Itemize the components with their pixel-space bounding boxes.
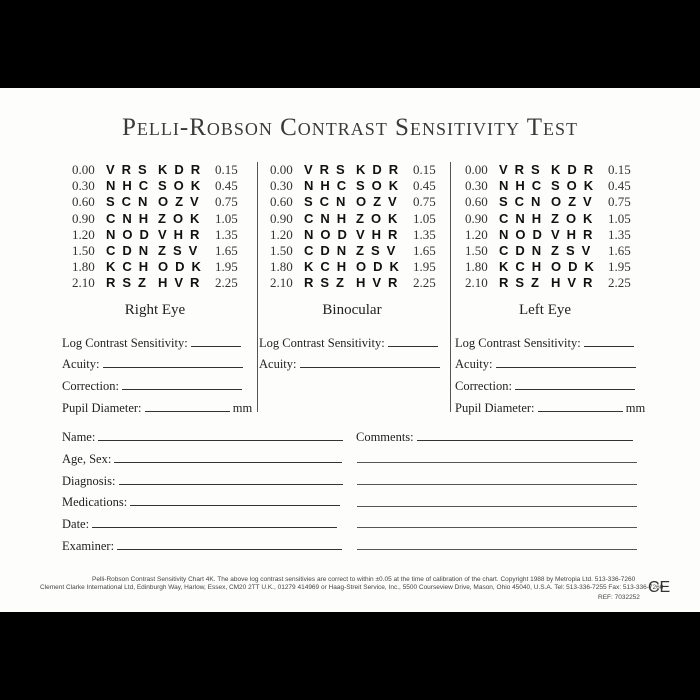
footer-ref: REF: 7032252 xyxy=(598,594,640,601)
letter-row xyxy=(260,243,450,259)
field-diagnosis[interactable] xyxy=(62,474,343,489)
panel-heading-left-eye: Left Eye xyxy=(518,302,572,318)
log-value-left: 1.20 xyxy=(270,226,293,242)
field-label: Examiner: xyxy=(62,539,115,553)
field-line[interactable] xyxy=(515,388,635,390)
letter-triplet: NHC xyxy=(499,178,549,194)
letter-triplet: NOD xyxy=(499,226,549,242)
field-examiner[interactable] xyxy=(62,539,342,554)
field-label: Pupil Diameter: xyxy=(62,401,142,415)
log-value-left: 2.10 xyxy=(72,275,95,291)
log-value-right: 2.25 xyxy=(413,275,436,291)
field-line[interactable] xyxy=(114,461,342,463)
letter-triplet: ZOK xyxy=(356,210,405,226)
field-label: Log Contrast Sensitivity: xyxy=(62,336,188,350)
log-value-right: 1.35 xyxy=(608,226,631,242)
field-line[interactable] xyxy=(538,410,623,412)
log-value-right: 1.65 xyxy=(608,242,631,258)
field-label: Correction: xyxy=(62,379,119,393)
log-value-left: 0.30 xyxy=(72,178,95,194)
comment-line-4[interactable] xyxy=(357,506,637,507)
field-line[interactable] xyxy=(496,366,636,368)
letter-triplet: NOD xyxy=(304,226,354,242)
log-value-right: 0.75 xyxy=(413,194,436,210)
letter-row xyxy=(62,211,252,227)
unit-label: mm xyxy=(625,401,646,415)
letter-row xyxy=(62,178,252,194)
letter-triplet: OZV xyxy=(356,194,404,210)
letter-triplet: CNH xyxy=(304,210,354,226)
log-value-left: 1.50 xyxy=(72,242,95,258)
log-value-right: 1.05 xyxy=(215,210,238,226)
comment-line-2[interactable] xyxy=(357,462,637,463)
letter-rows xyxy=(62,162,252,292)
log-value-left: 1.20 xyxy=(72,226,95,242)
log-value-right: 2.25 xyxy=(608,275,631,291)
footer-address: Clement Clarke International Ltd, Edinburgh Way, Harlow, Essex, CM20 2TT U.K., 01279 414969 or Haag-Streit Service, Inc., 5500 Courseview Drive, Mason, Ohio 45040, U.S.A. Tel: 513-336-7255 Fax: 513-336-7260 xyxy=(40,584,664,591)
log-value-right: 1.05 xyxy=(413,210,436,226)
field-label: Correction: xyxy=(455,379,512,393)
field-log-contrast-left[interactable] xyxy=(455,336,634,351)
log-value-left: 2.10 xyxy=(465,275,488,291)
letter-row xyxy=(260,194,450,210)
log-value-right: 0.75 xyxy=(215,194,238,210)
field-comments[interactable] xyxy=(356,430,633,445)
field-pupil-left[interactable] xyxy=(455,401,645,416)
letter-triplet: VRS xyxy=(304,162,352,177)
log-value-left: 0.60 xyxy=(270,194,293,210)
log-value-left: 0.00 xyxy=(72,162,95,177)
log-value-left: 0.30 xyxy=(270,178,293,194)
letter-row xyxy=(455,243,645,259)
letter-triplet: ZSV xyxy=(356,242,403,258)
log-value-left: 1.50 xyxy=(270,242,293,258)
letter-triplet: VHR xyxy=(158,226,207,242)
letter-triplet: SOK xyxy=(356,178,406,194)
letter-triplet: ZSV xyxy=(158,242,205,258)
letter-triplet: VRS xyxy=(499,162,547,177)
panel-right-eye xyxy=(62,162,252,292)
field-line[interactable] xyxy=(92,526,337,528)
letter-triplet: ZSV xyxy=(551,242,598,258)
letter-triplet: RSZ xyxy=(499,275,546,291)
letter-triplet: HVR xyxy=(551,275,600,291)
field-label: Log Contrast Sensitivity: xyxy=(259,336,385,350)
field-line[interactable] xyxy=(98,439,343,441)
letter-triplet: KDR xyxy=(356,162,406,177)
letter-triplet: SCN xyxy=(499,194,548,210)
letter-triplet: ODK xyxy=(551,259,601,275)
unit-label: mm xyxy=(232,401,253,415)
field-medications[interactable] xyxy=(62,495,340,510)
letter-triplet: CDN xyxy=(499,242,549,258)
chart-card xyxy=(0,88,700,612)
comment-line-6[interactable] xyxy=(357,549,637,550)
letter-triplet: OZV xyxy=(551,194,599,210)
letter-triplet: OZV xyxy=(158,194,206,210)
letter-row xyxy=(455,162,645,178)
letter-triplet: SOK xyxy=(551,178,601,194)
letter-triplet: ZOK xyxy=(551,210,600,226)
log-value-left: 0.60 xyxy=(465,194,488,210)
footer-copyright: Pelli-Robson Contrast Sensitivity Chart 4K. The above log contrast sensitivies are correct to within ±0.05 at the time of calibration of the chart. Copyright 1988 by Metropia Ltd. 513-336-7260 xyxy=(92,576,636,583)
letter-triplet: KDR xyxy=(158,162,208,177)
page-title: Pelli-Robson Contrast Sensitivity Test xyxy=(121,114,579,141)
field-line[interactable] xyxy=(130,504,340,506)
field-label: Name: xyxy=(62,430,96,444)
letter-triplet: ODK xyxy=(356,259,406,275)
comment-line-5[interactable] xyxy=(357,527,637,528)
letter-triplet: NHC xyxy=(106,178,156,194)
log-value-left: 1.50 xyxy=(465,242,488,258)
letter-rows xyxy=(455,162,645,292)
log-value-left: 0.00 xyxy=(270,162,293,177)
letter-row xyxy=(260,259,450,275)
letter-row xyxy=(260,211,450,227)
letter-row xyxy=(455,211,645,227)
log-value-left: 1.20 xyxy=(465,226,488,242)
field-log-contrast-right[interactable] xyxy=(62,336,241,351)
log-value-left: 1.80 xyxy=(270,259,293,275)
field-label: Acuity: xyxy=(455,357,493,371)
panel-heading-right-eye: Right Eye xyxy=(124,302,186,318)
letter-triplet: NHC xyxy=(304,178,354,194)
log-value-right: 0.15 xyxy=(215,162,238,177)
field-age-sex[interactable] xyxy=(62,452,342,467)
letter-triplet: KCH xyxy=(499,259,549,275)
field-label: Diagnosis: xyxy=(62,474,116,488)
log-value-right: 1.95 xyxy=(215,259,238,275)
field-line[interactable] xyxy=(103,366,243,368)
letter-triplet: VRS xyxy=(106,162,154,177)
letter-triplet: VHR xyxy=(356,226,405,242)
log-value-right: 1.35 xyxy=(413,226,436,242)
field-acuity-binocular[interactable] xyxy=(259,357,440,372)
letter-row xyxy=(260,178,450,194)
field-correction-right[interactable] xyxy=(62,379,242,394)
field-label: Log Contrast Sensitivity: xyxy=(455,336,581,350)
letter-triplet: VHR xyxy=(551,226,600,242)
letter-triplet: CDN xyxy=(304,242,354,258)
field-label: Comments: xyxy=(356,430,414,444)
ce-mark: CE xyxy=(648,579,671,596)
field-label: Medications: xyxy=(62,495,128,509)
field-date[interactable] xyxy=(62,517,337,532)
letter-triplet: ODK xyxy=(158,259,208,275)
letter-triplet: CNH xyxy=(106,210,156,226)
letter-row xyxy=(260,162,450,178)
letter-row xyxy=(62,227,252,243)
log-value-left: 1.80 xyxy=(72,259,95,275)
field-log-contrast-binocular[interactable] xyxy=(259,336,438,351)
field-label: Date: xyxy=(62,517,90,531)
log-value-left: 0.60 xyxy=(72,194,95,210)
field-acuity-right[interactable] xyxy=(62,357,243,372)
field-line[interactable] xyxy=(119,483,343,485)
log-value-left: 0.90 xyxy=(270,210,293,226)
letter-triplet: SCN xyxy=(304,194,353,210)
field-line[interactable] xyxy=(584,345,634,347)
field-line[interactable] xyxy=(122,388,242,390)
field-line[interactable] xyxy=(300,366,440,368)
log-value-left: 0.90 xyxy=(72,210,95,226)
letter-triplet: CNH xyxy=(499,210,549,226)
log-value-right: 1.95 xyxy=(413,259,436,275)
field-label: Age, Sex: xyxy=(62,452,112,466)
field-line[interactable] xyxy=(117,548,342,550)
field-name[interactable] xyxy=(62,430,343,445)
field-line[interactable] xyxy=(145,410,230,412)
log-value-right: 2.25 xyxy=(215,275,238,291)
panel-heading-binocular: Binocular xyxy=(322,302,382,318)
letter-triplet: RSZ xyxy=(304,275,351,291)
letter-row xyxy=(455,259,645,275)
divider-left xyxy=(257,162,258,412)
log-value-right: 1.65 xyxy=(413,242,436,258)
field-correction-left[interactable] xyxy=(455,379,635,394)
log-value-right: 0.45 xyxy=(215,178,238,194)
panel-left-eye xyxy=(455,162,645,292)
letter-row xyxy=(455,275,645,291)
field-line[interactable] xyxy=(417,439,633,441)
letter-row xyxy=(62,259,252,275)
log-value-right: 0.15 xyxy=(608,162,631,177)
log-value-right: 0.15 xyxy=(413,162,436,177)
letter-row xyxy=(455,227,645,243)
log-value-right: 0.75 xyxy=(608,194,631,210)
field-acuity-left[interactable] xyxy=(455,357,636,372)
letter-triplet: CDN xyxy=(106,242,156,258)
log-value-left: 2.10 xyxy=(270,275,293,291)
letter-triplet: KCH xyxy=(304,259,354,275)
field-label: Acuity: xyxy=(62,357,100,371)
letter-triplet: ZOK xyxy=(158,210,207,226)
letter-triplet: KCH xyxy=(106,259,156,275)
letter-triplet: HVR xyxy=(158,275,207,291)
letter-triplet: SOK xyxy=(158,178,208,194)
letter-triplet: RSZ xyxy=(106,275,153,291)
letter-row xyxy=(260,275,450,291)
log-value-left: 1.80 xyxy=(465,259,488,275)
panel-binocular xyxy=(260,162,450,292)
field-line[interactable] xyxy=(191,345,241,347)
letter-rows xyxy=(260,162,450,292)
field-label: Pupil Diameter: xyxy=(455,401,535,415)
log-value-right: 1.95 xyxy=(608,259,631,275)
letter-row xyxy=(62,194,252,210)
letter-row xyxy=(455,178,645,194)
letter-row xyxy=(62,162,252,178)
comment-line-3[interactable] xyxy=(357,484,637,485)
letter-row xyxy=(260,227,450,243)
log-value-right: 1.65 xyxy=(215,242,238,258)
log-value-right: 1.35 xyxy=(215,226,238,242)
letter-row xyxy=(62,275,252,291)
field-line[interactable] xyxy=(388,345,438,347)
letter-triplet: SCN xyxy=(106,194,155,210)
letter-row xyxy=(62,243,252,259)
log-value-left: 0.30 xyxy=(465,178,488,194)
log-value-left: 0.00 xyxy=(465,162,488,177)
log-value-left: 0.90 xyxy=(465,210,488,226)
log-value-right: 0.45 xyxy=(413,178,436,194)
field-pupil-right[interactable] xyxy=(62,401,252,416)
letter-triplet: NOD xyxy=(106,226,156,242)
field-label: Acuity: xyxy=(259,357,297,371)
letter-row xyxy=(455,194,645,210)
letter-triplet: KDR xyxy=(551,162,601,177)
divider-right xyxy=(450,162,451,412)
log-value-right: 0.45 xyxy=(608,178,631,194)
log-value-right: 1.05 xyxy=(608,210,631,226)
letter-triplet: HVR xyxy=(356,275,405,291)
